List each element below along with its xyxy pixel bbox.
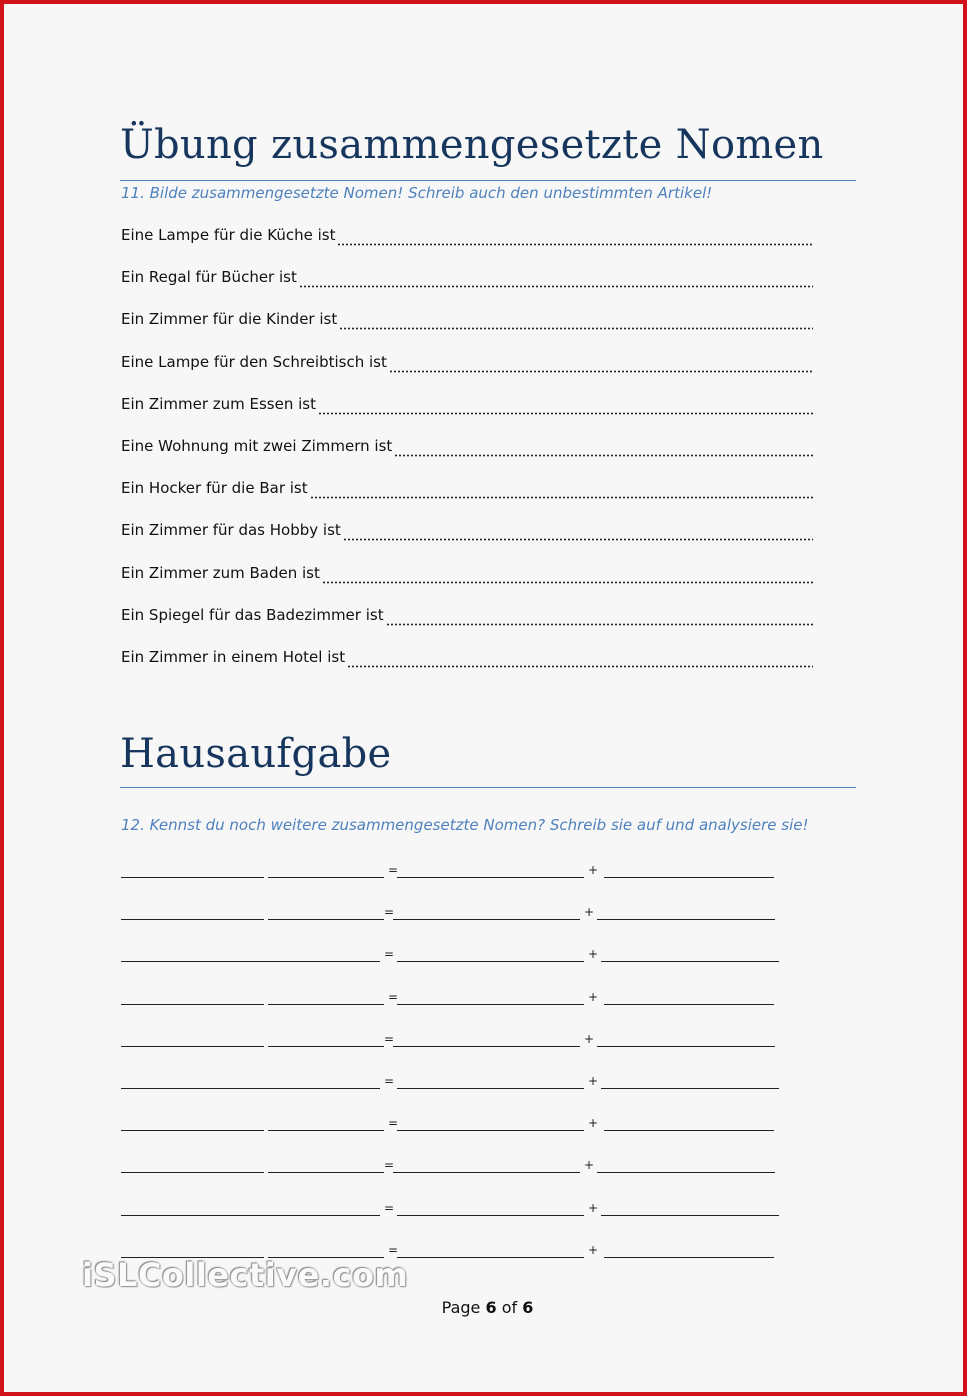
plus-sign: + <box>588 863 599 877</box>
answer-blank[interactable] <box>597 1046 775 1047</box>
answer-blank[interactable] <box>268 1046 384 1047</box>
answer-dotted-line[interactable] <box>386 612 813 626</box>
exercise-line <box>121 606 813 626</box>
answer-blank[interactable] <box>397 1215 584 1216</box>
equals-sign: = <box>384 1158 395 1173</box>
answer-blank[interactable] <box>268 1004 384 1005</box>
answer-blank[interactable] <box>121 1004 264 1005</box>
title-underline <box>120 787 856 788</box>
section-title-homework: Hausaufgabe <box>120 731 392 777</box>
equals-sign: = <box>388 989 399 1004</box>
answer-dotted-line[interactable] <box>310 485 813 499</box>
exercise-prompt: Eine Lampe für die Küche ist <box>121 226 336 244</box>
answer-blank[interactable] <box>604 1004 774 1005</box>
equals-sign: = <box>384 905 395 920</box>
exercise-line <box>121 310 813 330</box>
watermark-logo: iSLCollective.com <box>82 1256 409 1294</box>
answer-blank[interactable] <box>397 1088 584 1089</box>
plus-sign: + <box>588 1074 599 1088</box>
exercise-line <box>121 395 813 415</box>
answer-blank[interactable] <box>268 919 384 920</box>
footer-of-label: of <box>501 1298 518 1317</box>
answer-dotted-line[interactable] <box>389 359 813 373</box>
exercise-prompt: Ein Spiegel für das Badezimmer ist <box>121 605 384 624</box>
plus-sign: + <box>588 947 599 962</box>
answer-blank[interactable] <box>397 877 584 878</box>
footer-current-page: 6 <box>485 1298 497 1317</box>
exercise-prompt: Ein Zimmer für die Kinder ist <box>121 310 338 329</box>
plus-sign: + <box>588 1242 599 1257</box>
exercise-prompt: Ein Hocker für die Bar ist <box>121 479 308 498</box>
section-title-exercise: Übung zusammengesetzte Nomen <box>120 122 824 168</box>
exercise-line <box>121 437 813 457</box>
answer-blank[interactable] <box>397 1130 584 1131</box>
answer-dotted-line[interactable] <box>322 570 813 584</box>
plus-sign: + <box>584 905 595 920</box>
exercise-line <box>121 268 813 288</box>
answer-dotted-line[interactable] <box>339 316 813 330</box>
answer-blank[interactable] <box>601 1215 779 1216</box>
equals-sign: = <box>384 1074 395 1088</box>
answer-blank[interactable] <box>121 1130 264 1131</box>
plus-sign: + <box>584 1031 595 1046</box>
exercise-prompt: Ein Zimmer für das Hobby ist <box>121 521 341 540</box>
answer-blank[interactable] <box>268 877 384 878</box>
equals-sign: = <box>384 1031 395 1046</box>
exercise-prompt: Eine Lampe für den Schreibtisch ist <box>121 352 387 371</box>
footer-total-pages: 6 <box>522 1298 534 1317</box>
answer-blank[interactable] <box>601 1088 779 1089</box>
answer-blank[interactable] <box>121 1172 264 1173</box>
answer-blank[interactable] <box>121 877 264 878</box>
equals-sign: = <box>388 1116 399 1131</box>
exercise-line <box>121 521 813 541</box>
exercise-line <box>121 479 813 499</box>
answer-blank[interactable] <box>121 1046 264 1047</box>
exercise-line <box>121 226 813 246</box>
answer-blank[interactable] <box>121 961 380 962</box>
answer-blank[interactable] <box>397 961 584 962</box>
page-footer <box>4 1298 967 1317</box>
answer-blank[interactable] <box>268 1172 384 1173</box>
answer-blank[interactable] <box>597 1172 775 1173</box>
answer-blank[interactable] <box>604 877 774 878</box>
answer-dotted-line[interactable] <box>318 401 813 415</box>
equals-sign: = <box>388 863 399 877</box>
exercise-prompt: Ein Zimmer zum Essen ist <box>121 394 316 413</box>
equals-sign: = <box>384 947 395 962</box>
answer-dotted-line[interactable] <box>299 274 813 288</box>
exercise-line <box>121 648 813 668</box>
answer-blank[interactable] <box>604 1130 774 1131</box>
answer-blank[interactable] <box>601 961 779 962</box>
equals-sign: = <box>384 1200 395 1215</box>
exercise-prompt: Ein Zimmer zum Baden ist <box>121 563 320 582</box>
title-underline <box>120 180 856 181</box>
exercise-line <box>121 353 813 373</box>
footer-page-label: Page <box>441 1298 481 1317</box>
answer-dotted-line[interactable] <box>343 527 813 541</box>
answer-blank[interactable] <box>393 1172 580 1173</box>
answer-dotted-line[interactable] <box>347 654 813 668</box>
task-instruction-12: 12. Kennst du noch weitere zusammengesetzte Nomen? Schreib sie auf und analysiere sie! <box>121 816 809 834</box>
answer-dotted-line[interactable] <box>337 232 813 246</box>
answer-blank[interactable] <box>121 919 264 920</box>
answer-blank[interactable] <box>397 1004 584 1005</box>
answer-blank[interactable] <box>393 1046 580 1047</box>
plus-sign: + <box>588 1116 599 1131</box>
task-instruction-11: 11. Bilde zusammengesetzte Nomen! Schreib auch den unbestimmten Artikel! <box>121 184 713 202</box>
answer-blank[interactable] <box>397 1257 584 1258</box>
answer-blank[interactable] <box>604 1257 774 1258</box>
plus-sign: + <box>588 989 599 1004</box>
exercise-line <box>121 564 813 584</box>
plus-sign: + <box>584 1158 595 1173</box>
answer-blank[interactable] <box>268 1130 384 1131</box>
answer-blank[interactable] <box>121 1215 380 1216</box>
answer-blank[interactable] <box>393 919 580 920</box>
exercise-prompt: Ein Regal für Bücher ist <box>121 268 297 287</box>
answer-blank[interactable] <box>121 1088 380 1089</box>
exercise-prompt: Ein Zimmer in einem Hotel ist <box>121 648 346 666</box>
answer-dotted-line[interactable] <box>394 443 813 457</box>
answer-blank[interactable] <box>597 919 775 920</box>
exercise-prompt: Eine Wohnung mit zwei Zimmern ist <box>121 437 393 455</box>
equals-sign: = <box>388 1242 399 1257</box>
plus-sign: + <box>588 1200 599 1215</box>
